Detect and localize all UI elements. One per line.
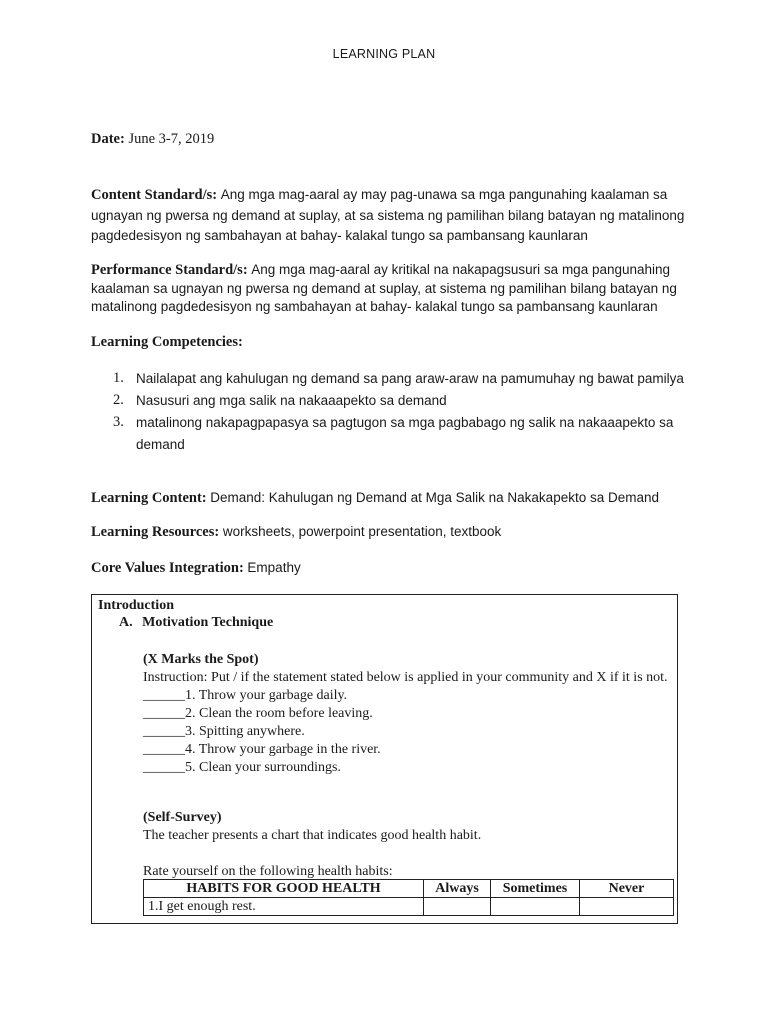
date-label: Date: <box>91 131 125 147</box>
self-survey-activity <box>143 809 671 881</box>
list-item: ______2. Clean the room before leaving. <box>143 706 373 721</box>
table-header-cell: Never <box>580 880 674 898</box>
introduction-heading <box>98 597 673 615</box>
table-header-cell: Sometimes <box>491 880 580 898</box>
performance-standard <box>91 261 686 317</box>
list-item-text: Nailalapat ang kahulugan ng demand sa pang araw-araw na pamumuhay ng bawat pamilya <box>136 371 684 386</box>
content-standard-text: Ang mga mag-aaral ay may pag-unawa sa mga pangunahing kaalaman sa ugnayan ng pwersa ng demand at suplay, at sa sistema ng pamilihan bilang batayan ng matalinong pagdedesisyon ng sambahayan at bahay- kalakal tungo sa pambansang kaunlaran <box>91 187 685 243</box>
list-item: ______5. Clean your surroundings. <box>143 760 341 775</box>
learning-resources-text: worksheets, powerpoint presentation, textbook <box>222 524 502 539</box>
table-cell <box>580 898 674 916</box>
list-item-text: matalinong nakapagpapasya sa pagtugon sa mga pagbabago ng salik na nakaaapekto sa demand <box>136 415 674 452</box>
content-standard <box>91 185 686 247</box>
learning-content-text: Demand: Kahulugan ng Demand at Mga Salik na Nakakapekto sa Demand <box>210 490 660 505</box>
document-title: LEARNING PLAN <box>332 47 436 61</box>
table-row <box>144 898 674 916</box>
health-habits-table <box>143 879 674 916</box>
list-item-text: Nasusuri ang mga salik na nakaaapekto sa demand <box>136 393 447 408</box>
x-marks-activity <box>143 651 671 777</box>
motivation-letter: A. <box>119 615 133 630</box>
table-cell <box>491 898 580 916</box>
learning-competencies-list <box>91 368 686 456</box>
list-item-number: 2. <box>113 392 124 408</box>
performance-standard-text: Ang mga mag-aaral ay kritikal na nakapagsusuri sa mga pangunahing kaalaman sa ugnayan ng pwersa ng demand at suplay, at sistema ng pamilihan bilang batayan ng matalinong pagdedesisyon ng sambahayan at bahay- kalakal tungo sa pambansang kaunlaran <box>91 262 677 314</box>
performance-standard-label: Performance Standard/s: <box>91 262 248 278</box>
learning-competencies-label: Learning Competencies: <box>91 334 243 350</box>
introduction-box <box>91 594 678 924</box>
table-header-cell: HABITS FOR GOOD HEALTH <box>144 880 424 898</box>
activity-prompt: Rate yourself on the following health habits: <box>143 864 393 879</box>
list-item <box>91 412 686 456</box>
table-cell <box>424 898 491 916</box>
introduction-heading-text: Introduction <box>98 598 174 613</box>
core-values-text: Empathy <box>247 560 301 575</box>
motivation-title: Motivation Technique <box>142 615 274 630</box>
learning-content <box>91 488 686 509</box>
activity-title: (X Marks the Spot) <box>143 652 259 667</box>
activity-text: The teacher presents a chart that indicates good health habit. <box>143 828 482 843</box>
learning-resources-label: Learning Resources: <box>91 524 220 540</box>
activity-instruction: Instruction: Put / if the statement stated below is applied in your community and X if it is not. <box>143 670 668 685</box>
list-item-number: 1. <box>113 370 124 386</box>
list-item-number: 3. <box>113 414 124 430</box>
table-cell: 1.I get enough rest. <box>144 898 424 916</box>
list-item: ______4. Throw your garbage in the river. <box>143 742 381 757</box>
core-values <box>91 558 686 579</box>
content-standard-colon: : <box>212 187 218 203</box>
core-values-label: Core Values Integration: <box>91 560 244 576</box>
learning-content-label: Learning Content: <box>91 490 207 506</box>
date-value: June 3-7, 2019 <box>128 131 215 147</box>
list-item: ______1. Throw your garbage daily. <box>143 688 348 703</box>
list-item <box>91 390 686 412</box>
list-item: ______3. Spitting anywhere. <box>143 724 305 739</box>
table-header-cell: Always <box>424 880 491 898</box>
content-standard-label: Content Standard/s <box>91 187 213 203</box>
activity-title: (Self-Survey) <box>143 810 222 825</box>
date-line <box>91 129 686 150</box>
learning-resources <box>91 522 686 543</box>
table-header-row <box>144 880 674 898</box>
learning-competencies-heading <box>91 332 686 353</box>
list-item <box>91 368 686 390</box>
motivation-heading <box>119 614 678 632</box>
